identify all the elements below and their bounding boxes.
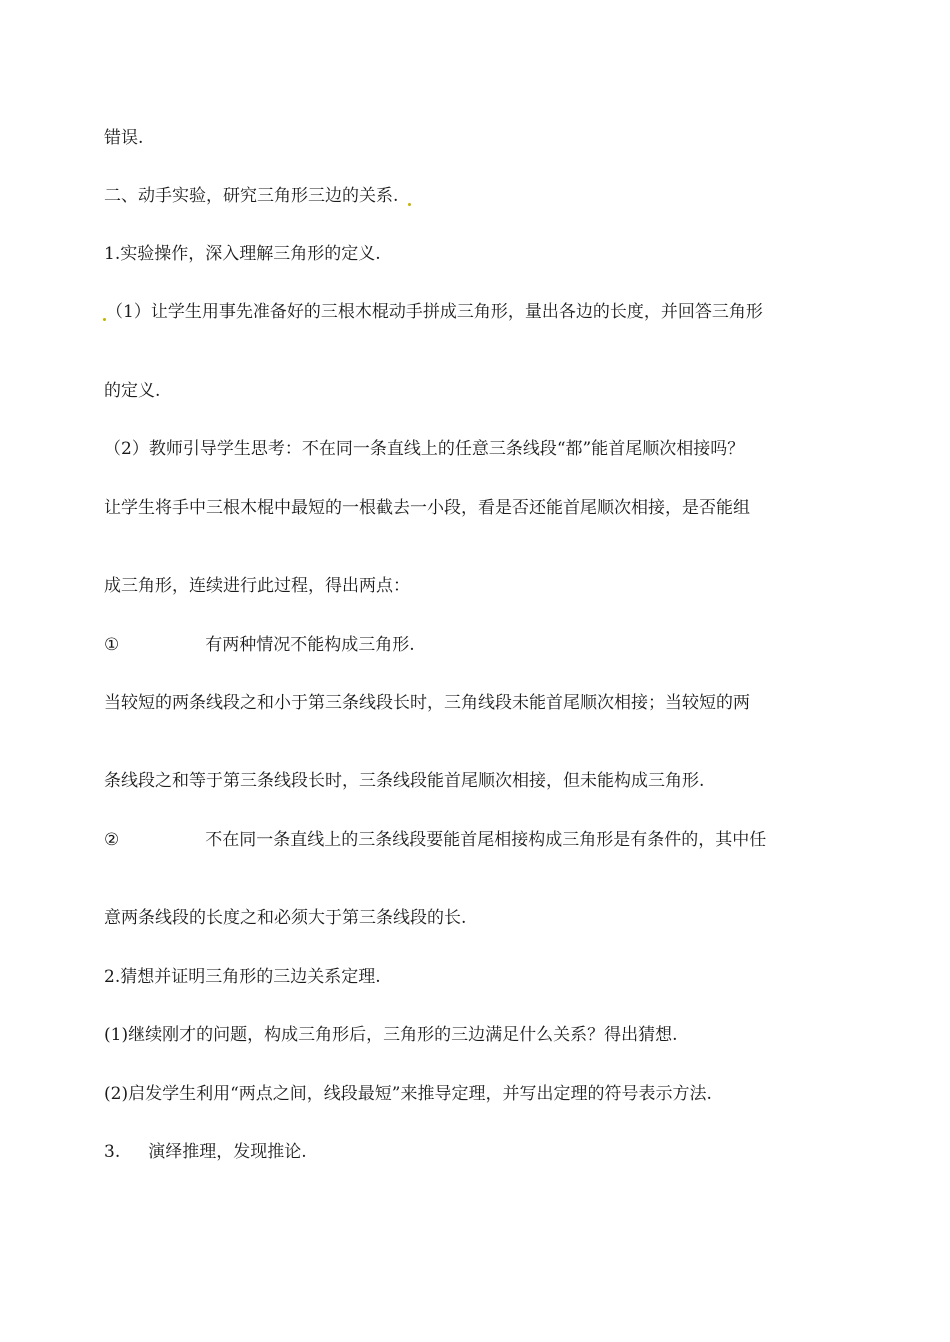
- list-item-2-continued: 意两条线段的长度之和必须大于第三条线段的长.: [104, 908, 467, 928]
- list-item-2-text: 不在同一条直线上的三条线段要能首尾相接构成三角形是有条件的，其中任: [205, 830, 767, 850]
- paragraph-4-line-1: 当较短的两条线段之和小于第三条线段长时，三角线段未能首尾顺次相接；当较短的两: [104, 693, 750, 713]
- list-marker-1: ①: [104, 635, 120, 655]
- subsection-heading-1: 1.实验操作，深入理解三角形的定义.: [104, 244, 381, 264]
- subsection-heading-3-text: 演绎推理，发现推论.: [148, 1142, 307, 1162]
- paragraph-4-line-2: 条线段之和等于第三条线段长时，三条线段能首尾顺次相接，但未能构成三角形.: [104, 771, 705, 791]
- heading-number-3: 3.: [104, 1142, 121, 1162]
- marker-dot: [408, 203, 411, 206]
- paragraph-1-line-1: （1）让学生用事先准备好的三根木棍动手拼成三角形，量出各边的长度，并回答三角形: [106, 302, 763, 322]
- text-line-1: 错误.: [104, 128, 144, 148]
- subsection-heading-2: 2.猜想并证明三角形的三边关系定理.: [104, 967, 381, 987]
- paragraph-1-line-2: 的定义.: [104, 381, 161, 401]
- paragraph-6-line-1: (2)启发学生利用“两点之间，线段最短”来推导定理，并写出定理的符号表示方法.: [104, 1084, 712, 1104]
- paragraph-3-line-2: 成三角形，连续进行此过程，得出两点：: [104, 576, 410, 596]
- list-item-1-text: 有两种情况不能构成三角形.: [205, 635, 415, 655]
- paragraph-3-line-1: 让学生将手中三根木棍中最短的一根截去一小段，看是否还能首尾顺次相接，是否能组: [104, 498, 750, 518]
- list-item-2: [104, 829, 766, 851]
- section-heading-2: 二、动手实验，研究三角形三边的关系.: [104, 186, 399, 206]
- list-item-1: [104, 634, 415, 656]
- paragraph-2-line-1: （2）教师引导学生思考：不在同一条直线上的任意三条线段“都”能首尾顺次相接吗？: [104, 439, 745, 459]
- paragraph-5-line-1: (1)继续刚才的问题，构成三角形后，三角形的三边满足什么关系？得出猜想.: [104, 1025, 678, 1045]
- list-marker-2: ②: [104, 830, 120, 850]
- subsection-heading-3: [104, 1141, 307, 1163]
